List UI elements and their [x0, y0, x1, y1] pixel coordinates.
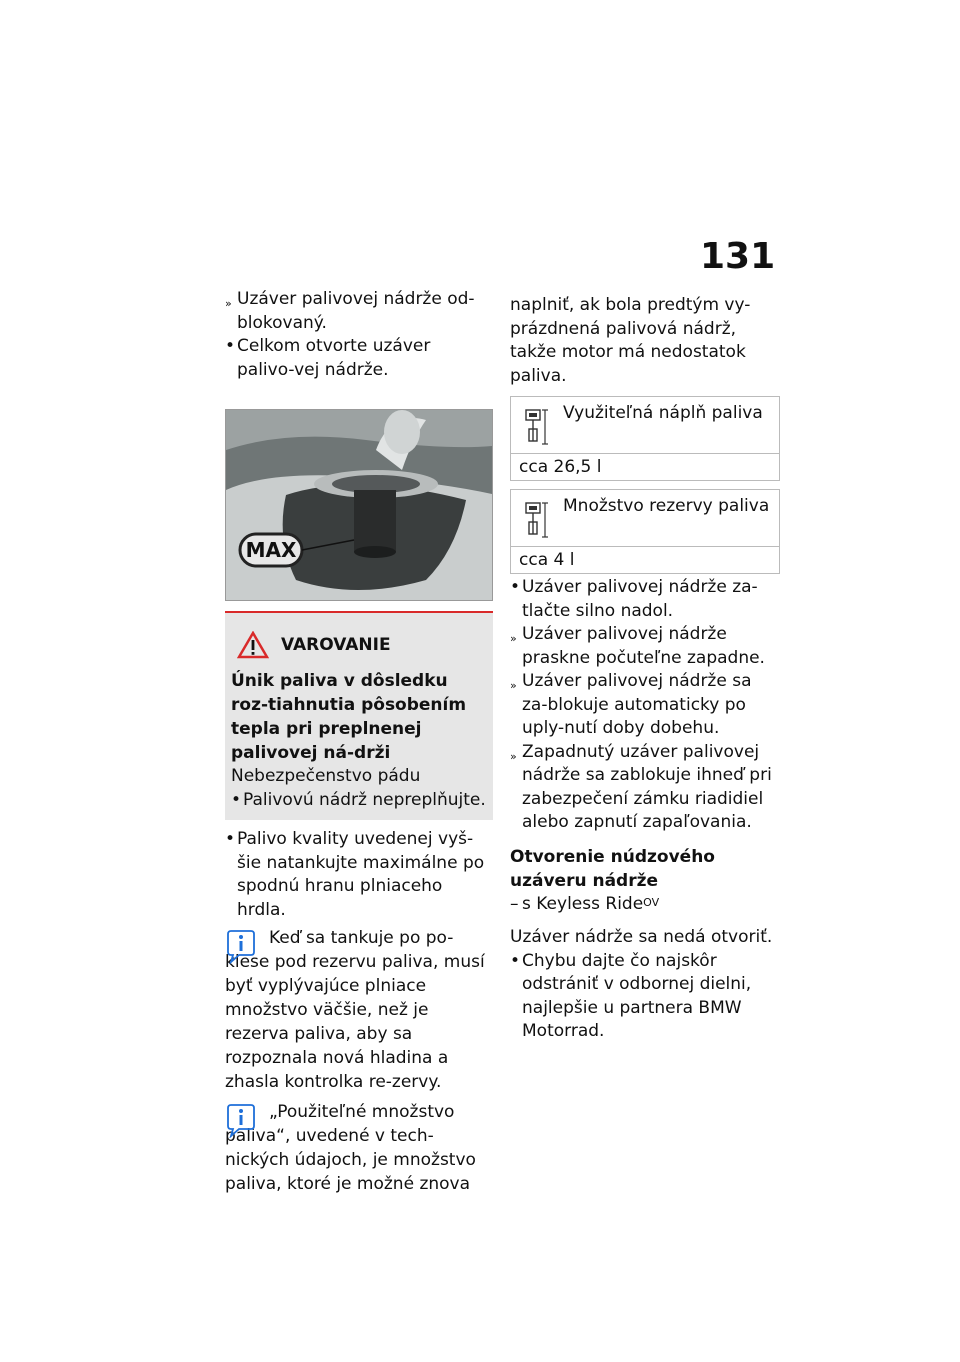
list-item — [510, 950, 780, 1044]
info-note — [225, 1100, 493, 1196]
note-text: „Použiteľné množstvo paliva“, uvedené v tech-nických údajoch, je množstvo paliva, ktoré je možné znova — [225, 1102, 476, 1194]
bullet-marker: • — [231, 789, 242, 810]
bullet-marker: • — [225, 336, 236, 356]
list-item-text: Uzáver palivovej nádrže sa za-blokuje automaticky po uply-nutí doby dobehu. — [522, 671, 752, 738]
list-item-text: Palivo kvality uvedenej vyš-šie natankujte maximálne po spodnú hranu plniaceho hrdla. — [237, 829, 485, 920]
dash-item-text: s Keyless Ride — [522, 893, 644, 914]
max-label: MAX — [245, 538, 297, 562]
warning-title: VAROVANIE — [281, 635, 391, 655]
result-marker: » — [510, 632, 517, 645]
list-item — [510, 623, 780, 670]
section-heading: Otvorenie núdzového uzáveru nádrže — [510, 846, 715, 891]
warning-action-text: Palivovú nádrž nepreplňujte. — [243, 789, 486, 810]
bullet-marker: • — [510, 950, 521, 971]
fuel-filler-photo — [225, 409, 493, 601]
list-item-text: Chybu dajte čo najskôr odstrániť v odbornej dielni, najlepšie u partnera BMW Motorrad. — [522, 950, 752, 1041]
note-text: Keď sa tankuje po po-klese pod rezervu paliva, musí byť vyplývajúce plniace množstvo väčšie, než je rezerva paliva, aby sa rozpoznala nová hladina a zhasla kontrolka re-zervy. — [225, 928, 485, 1092]
info-icon — [225, 1104, 255, 1138]
list-item-text: Zapadnutý uzáver palivovej nádrže sa zablokuje ihneď pri zabezpečení zámku riadidiel alebo zapnutí zapaľovania. — [522, 741, 772, 832]
right-column — [510, 294, 780, 1044]
warning-action — [231, 789, 487, 813]
bullet-marker: • — [225, 829, 236, 849]
list-item-text: Uzáver palivovej nádrže praskne počuteľne zapadne. — [522, 624, 765, 668]
result-marker: » — [510, 749, 517, 763]
warning-box — [225, 611, 493, 820]
list-item — [225, 288, 493, 335]
list-item — [510, 576, 780, 623]
section-text: Uzáver nádrže sa nedá otvoriť. — [510, 927, 773, 947]
warning-triangle-icon — [237, 631, 269, 659]
warning-heading: Únik paliva v dôsledku roz-tiahnutia pôsobením tepla pri preplnenej palivovej ná-drži — [231, 671, 467, 763]
info-note — [225, 926, 493, 1094]
list-item — [225, 828, 493, 922]
left-column — [225, 288, 493, 1196]
spec-value: cca 4 l — [519, 550, 575, 570]
spec-table — [510, 489, 780, 574]
result-marker: » — [225, 297, 232, 310]
list-item — [510, 670, 780, 741]
spec-label: Využiteľná náplň paliva — [563, 403, 763, 423]
dash-item — [510, 893, 780, 917]
fuel-reserve-icon — [523, 500, 549, 540]
list-item — [225, 335, 493, 382]
list-item-text: Uzáver palivovej nádrže za-tlačte silno nadol. — [522, 577, 758, 621]
option-superscript: OV — [643, 895, 660, 909]
bullet-marker: • — [510, 577, 521, 597]
info-icon — [225, 930, 255, 964]
fuel-level-icon — [523, 407, 549, 447]
result-marker: » — [510, 679, 517, 692]
list-item — [510, 741, 780, 835]
spec-table — [510, 396, 780, 481]
list-item-text: Celkom otvorte uzáver palivo-vej nádrže. — [237, 336, 431, 380]
page-number: 131 — [700, 236, 776, 277]
dash-marker: – — [510, 893, 519, 914]
spec-label: Množstvo rezervy paliva — [563, 496, 770, 516]
intro-text: naplniť, ak bola predtým vy-prázdnená palivová nádrž, takže motor má nedostatok paliva. — [510, 295, 751, 386]
spec-value: cca 26,5 l — [519, 457, 602, 477]
list-item-text: Uzáver palivovej nádrže od-blokovaný. — [237, 289, 475, 333]
warning-risk: Nebezpečenstvo pádu — [231, 766, 421, 786]
